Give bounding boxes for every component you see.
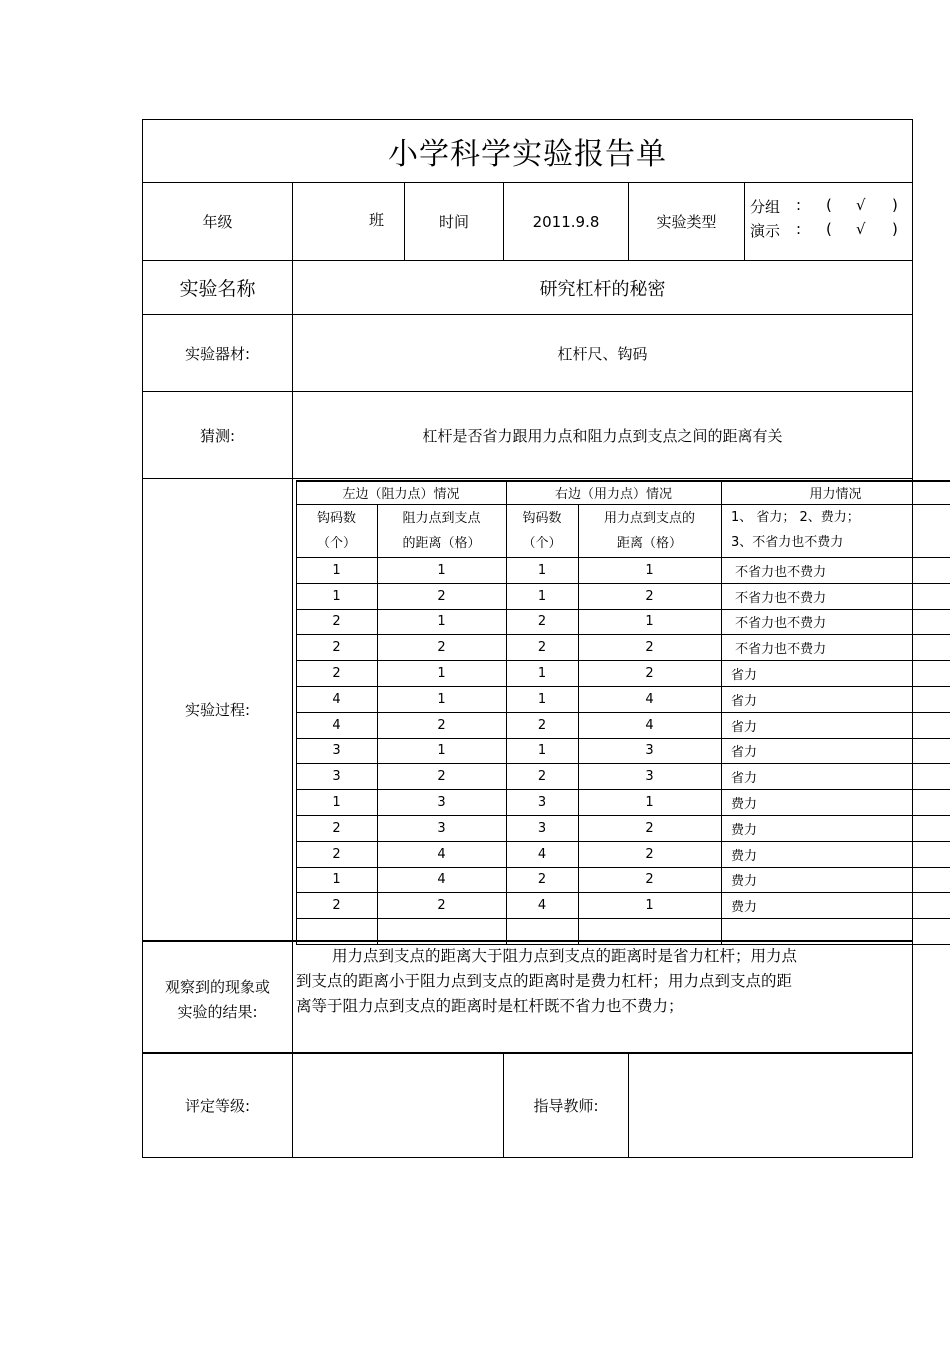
process-label: 实验过程: <box>184 701 251 719</box>
table-cell: 4 <box>332 717 341 733</box>
table-cell: 1 <box>437 562 446 578</box>
right-distance-header: 用力点到支点的 距离（格） <box>603 511 695 551</box>
table-cell: 3 <box>437 820 446 836</box>
table-cell: 4 <box>437 872 446 888</box>
table-cell: 1 <box>332 795 341 811</box>
table-cell: 1 <box>537 562 547 578</box>
table-cell: 2 <box>645 820 654 836</box>
table-cell: 1 <box>332 872 341 888</box>
effort-cell: 费力 <box>731 900 758 916</box>
materials-value: 杠杆尺、钩码 <box>557 344 648 363</box>
effort-cell: 费力 <box>731 874 758 890</box>
effort-cell: 费力 <box>731 848 758 864</box>
table-cell: 4 <box>645 717 654 733</box>
effort-cell: 省力 <box>731 745 758 761</box>
table-cell: 1 <box>537 743 547 759</box>
table-cell: 2 <box>645 640 654 656</box>
table-cell: 1 <box>537 588 547 604</box>
table-cell: 2 <box>437 717 446 733</box>
table-cell: 4 <box>537 898 547 914</box>
table-cell: 1 <box>332 562 341 578</box>
table-cell: 1 <box>537 666 547 682</box>
table-cell: 2 <box>332 640 341 656</box>
effort-cell <box>721 919 950 944</box>
table-cell: 1 <box>645 898 654 914</box>
table-cell <box>578 919 721 944</box>
table-cell: 1 <box>332 588 341 604</box>
right-count-header: 钩码数 （个） <box>522 511 562 551</box>
table-cell <box>377 919 506 944</box>
effort-cell: 不省力也不费力 <box>731 616 827 632</box>
table-cell <box>506 919 578 944</box>
effort-cell: 不省力也不费力 <box>731 564 827 580</box>
table-cell: 2 <box>437 640 446 656</box>
effort-cell: 省力 <box>731 693 758 709</box>
observation-label: 观察到的现象或 实验的结果: <box>164 978 270 1021</box>
table-cell: 4 <box>332 691 341 707</box>
effort-cell: 费力 <box>731 822 758 838</box>
grade-eval-label: 评定等级: <box>184 1097 251 1115</box>
experiment-type-label: 实验类型 <box>656 213 717 231</box>
table-cell <box>296 919 377 944</box>
table-cell: 2 <box>537 640 547 656</box>
check-mark: √ <box>856 220 866 238</box>
table-cell: 1 <box>645 795 654 811</box>
left-distance-header: 阻力点到支点 的距离（格） <box>402 511 481 551</box>
table-cell: 2 <box>332 666 341 682</box>
table-cell: 2 <box>332 846 341 862</box>
left-count-header: 钩码数 （个） <box>316 511 356 551</box>
observation-text: 用力点到支点的距离大于阻力点到支点的距离时是省力杠杆；用力点 到支点的距离小于阻力点到支点的距离时是费力杠杆；用力点到支点的距 离等于阻力点到支点的距离时是杠杆既不省力也不费力； <box>296 947 798 1015</box>
table-cell: 2 <box>537 769 547 785</box>
table-cell: 4 <box>537 846 547 862</box>
materials-label: 实验器材: <box>184 344 251 363</box>
table-cell: 3 <box>332 769 341 785</box>
effort-cell: 省力 <box>731 668 758 684</box>
table-cell: 2 <box>537 717 547 733</box>
table-cell: 1 <box>437 614 446 630</box>
experiment-name-value: 研究杠杆的秘密 <box>539 278 666 300</box>
table-cell: 2 <box>332 614 341 630</box>
group-header: 用力情况 <box>809 487 862 502</box>
table-cell: 2 <box>645 846 654 862</box>
effort-header: 1、 省力； 2、费力； 3、不省力也不费力 <box>731 510 860 550</box>
guess-value: 杠杆是否省力跟用力点和阻力点到支点之间的距离有关 <box>422 426 783 445</box>
experiment-name-label: 实验名称 <box>179 278 256 300</box>
table-cell: 1 <box>645 614 654 630</box>
table-cell: 3 <box>645 743 654 759</box>
table-cell: 2 <box>437 588 446 604</box>
table-cell: 2 <box>537 872 547 888</box>
table-cell: 1 <box>645 562 654 578</box>
table-cell: 2 <box>645 666 654 682</box>
check-mark: √ <box>856 196 866 214</box>
teacher-label: 指导教师: <box>533 1097 599 1115</box>
table-cell: 2 <box>645 588 654 604</box>
table-cell: 1 <box>537 691 547 707</box>
table-cell: 2 <box>437 769 446 785</box>
effort-cell: 不省力也不费力 <box>731 642 827 658</box>
table-cell: 3 <box>332 743 341 759</box>
table-cell: 3 <box>537 795 547 811</box>
table-cell: 2 <box>332 820 341 836</box>
effort-cell: 费力 <box>731 797 758 813</box>
table-cell: 1 <box>437 691 446 707</box>
table-cell: 2 <box>332 898 341 914</box>
table-cell: 1 <box>437 743 446 759</box>
table-cell: 3 <box>437 795 446 811</box>
group-header: 左边（阻力点）情况 <box>342 487 460 502</box>
table-cell: 4 <box>437 846 446 862</box>
table-cell: 4 <box>645 691 654 707</box>
class-label: 班 <box>369 211 385 229</box>
grade-label: 年级 <box>202 213 233 231</box>
effort-cell: 省力 <box>731 719 758 735</box>
time-label: 时间 <box>438 213 469 231</box>
type-option-group: 分组 : ( √ ) <box>750 196 898 216</box>
effort-cell: 不省力也不费力 <box>731 590 827 606</box>
type-option-demo: 演示 : ( √ ) <box>750 220 898 240</box>
group-header: 右边（用力点）情况 <box>554 487 672 502</box>
table-cell: 3 <box>537 820 547 836</box>
effort-cell: 省力 <box>731 771 758 787</box>
table-cell: 3 <box>645 769 654 785</box>
table-cell: 2 <box>537 614 547 630</box>
table-cell: 2 <box>437 898 446 914</box>
guess-label: 猜测: <box>199 426 236 445</box>
table-cell: 2 <box>645 872 654 888</box>
report-title: 小学科学实验报告单 <box>388 137 667 172</box>
time-value: 2011.9.8 <box>532 212 600 231</box>
table-cell: 1 <box>437 666 446 682</box>
